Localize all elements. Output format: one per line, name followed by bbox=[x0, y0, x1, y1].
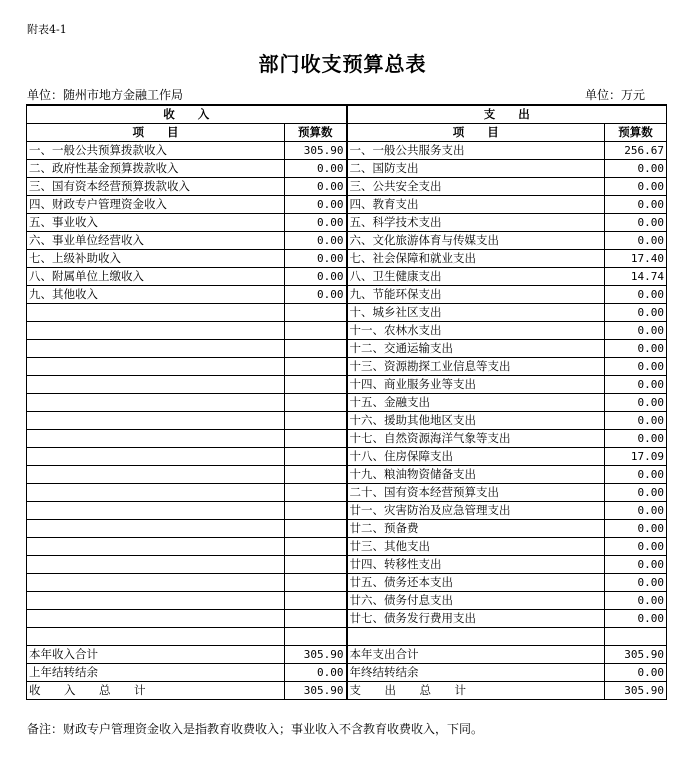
income-amount: 0.00 bbox=[285, 214, 347, 232]
table-row bbox=[27, 304, 667, 322]
total-row bbox=[27, 646, 667, 664]
expense-amount: 0.00 bbox=[605, 160, 667, 178]
income-amount bbox=[285, 358, 347, 376]
column-header-row bbox=[27, 124, 667, 142]
income-item bbox=[27, 322, 285, 340]
income-header: 收 入 bbox=[27, 105, 347, 124]
expense-item: 二、国防支出 bbox=[347, 160, 605, 178]
income-amount bbox=[285, 340, 347, 358]
expense-item: 七、社会保障和就业支出 bbox=[347, 250, 605, 268]
table-row bbox=[27, 376, 667, 394]
expense-amount: 0.00 bbox=[605, 214, 667, 232]
expense-item: 廿五、债务还本支出 bbox=[347, 574, 605, 592]
table-row bbox=[27, 196, 667, 214]
expense-item: 二十、国有资本经营预算支出 bbox=[347, 484, 605, 502]
income-item bbox=[27, 448, 285, 466]
income-item: 七、上级补助收入 bbox=[27, 250, 285, 268]
expense-item: 十八、住房保障支出 bbox=[347, 448, 605, 466]
expense-amount: 0.00 bbox=[605, 574, 667, 592]
expense-header: 支 出 bbox=[347, 105, 667, 124]
income-amount: 0.00 bbox=[285, 286, 347, 304]
section-header-row bbox=[27, 105, 667, 124]
income-item bbox=[27, 556, 285, 574]
income-amount bbox=[285, 376, 347, 394]
expense-item: 一、一般公共服务支出 bbox=[347, 142, 605, 160]
expense-item: 十七、自然资源海洋气象等支出 bbox=[347, 430, 605, 448]
expense-total-label: 本年支出合计 bbox=[347, 646, 605, 664]
expense-item: 十、城乡社区支出 bbox=[347, 304, 605, 322]
table-row bbox=[27, 178, 667, 196]
income-item bbox=[27, 304, 285, 322]
income-amount bbox=[285, 502, 347, 520]
expense-amount: 0.00 bbox=[605, 484, 667, 502]
total-row bbox=[27, 664, 667, 682]
income-amount: 0.00 bbox=[285, 268, 347, 286]
page-title: 部门收支预算总表 bbox=[258, 52, 427, 76]
income-amount: 0.00 bbox=[285, 160, 347, 178]
table-row bbox=[27, 538, 667, 556]
expense-item: 十五、金融支出 bbox=[347, 394, 605, 412]
expense-item: 廿六、债务付息支出 bbox=[347, 592, 605, 610]
expense-item: 十三、资源勘探工业信息等支出 bbox=[347, 358, 605, 376]
expense-item: 五、科学技术支出 bbox=[347, 214, 605, 232]
unit-currency: 单位：万元 bbox=[584, 88, 645, 102]
income-amount bbox=[285, 592, 347, 610]
income-amount: 305.90 bbox=[285, 142, 347, 160]
expense-amount: 0.00 bbox=[605, 502, 667, 520]
income-total-label: 上年结转结余 bbox=[27, 664, 285, 682]
table-row bbox=[27, 484, 667, 502]
income-item bbox=[27, 502, 285, 520]
income-amount bbox=[285, 574, 347, 592]
income-item: 一、一般公共预算拨款收入 bbox=[27, 142, 285, 160]
expense-item: 十四、商业服务业等支出 bbox=[347, 376, 605, 394]
expense-item: 十一、农林水支出 bbox=[347, 322, 605, 340]
income-amount bbox=[285, 394, 347, 412]
income-total-label: 收 入 总 计 bbox=[27, 682, 285, 700]
table-row bbox=[27, 592, 667, 610]
expense-item: 六、文化旅游体育与传媒支出 bbox=[347, 232, 605, 250]
table-row bbox=[27, 448, 667, 466]
income-item bbox=[27, 466, 285, 484]
table-row bbox=[27, 340, 667, 358]
income-amount bbox=[285, 538, 347, 556]
income-total-amount: 305.90 bbox=[285, 682, 347, 700]
expense-amount: 0.00 bbox=[605, 430, 667, 448]
expense-item: 廿一、灾害防治及应急管理支出 bbox=[347, 502, 605, 520]
table-row bbox=[27, 232, 667, 250]
income-item: 四、财政专户管理资金收入 bbox=[27, 196, 285, 214]
table-row bbox=[27, 394, 667, 412]
income-amount bbox=[285, 412, 347, 430]
budget-table bbox=[26, 104, 667, 700]
expense-amount: 0.00 bbox=[605, 376, 667, 394]
blank-cell bbox=[27, 628, 285, 646]
expense-amount: 0.00 bbox=[605, 322, 667, 340]
table-row bbox=[27, 574, 667, 592]
expense-amount: 0.00 bbox=[605, 592, 667, 610]
income-total-label: 本年收入合计 bbox=[27, 646, 285, 664]
blank-cell bbox=[347, 628, 605, 646]
table-number: 附表4-1 bbox=[27, 23, 67, 36]
income-item: 五、事业收入 bbox=[27, 214, 285, 232]
income-amount bbox=[285, 610, 347, 628]
expense-item: 三、公共安全支出 bbox=[347, 178, 605, 196]
income-amount bbox=[285, 322, 347, 340]
table-row bbox=[27, 268, 667, 286]
expense-total-label: 年终结转结余 bbox=[347, 664, 605, 682]
expense-total-amount: 305.90 bbox=[605, 682, 667, 700]
total-row bbox=[27, 682, 667, 700]
income-item bbox=[27, 538, 285, 556]
expense-amount: 256.67 bbox=[605, 142, 667, 160]
income-amount bbox=[285, 520, 347, 538]
income-item bbox=[27, 430, 285, 448]
expense-amount: 0.00 bbox=[605, 556, 667, 574]
income-amount bbox=[285, 484, 347, 502]
income-item bbox=[27, 358, 285, 376]
expense-item: 四、教育支出 bbox=[347, 196, 605, 214]
expense-amount: 0.00 bbox=[605, 394, 667, 412]
income-amount-header: 预算数 bbox=[285, 124, 347, 142]
expense-item: 十二、交通运输支出 bbox=[347, 340, 605, 358]
expense-amount: 0.00 bbox=[605, 304, 667, 322]
table-row bbox=[27, 286, 667, 304]
expense-amount: 0.00 bbox=[605, 610, 667, 628]
expense-item: 十六、援助其他地区支出 bbox=[347, 412, 605, 430]
expense-item: 九、节能环保支出 bbox=[347, 286, 605, 304]
blank-row bbox=[27, 628, 667, 646]
income-item bbox=[27, 520, 285, 538]
income-total-amount: 0.00 bbox=[285, 664, 347, 682]
income-amount: 0.00 bbox=[285, 178, 347, 196]
income-item: 九、其他收入 bbox=[27, 286, 285, 304]
blank-cell bbox=[285, 628, 347, 646]
income-item: 六、事业单位经营收入 bbox=[27, 232, 285, 250]
income-amount bbox=[285, 304, 347, 322]
table-row bbox=[27, 142, 667, 160]
expense-amount: 0.00 bbox=[605, 178, 667, 196]
expense-amount: 0.00 bbox=[605, 466, 667, 484]
income-total-amount: 305.90 bbox=[285, 646, 347, 664]
income-item: 二、政府性基金预算拨款收入 bbox=[27, 160, 285, 178]
table-row bbox=[27, 322, 667, 340]
income-amount bbox=[285, 556, 347, 574]
expense-amount: 0.00 bbox=[605, 340, 667, 358]
table-row bbox=[27, 502, 667, 520]
expense-amount: 0.00 bbox=[605, 358, 667, 376]
expense-item: 十九、粮油物资储备支出 bbox=[347, 466, 605, 484]
expense-amount: 14.74 bbox=[605, 268, 667, 286]
income-amount: 0.00 bbox=[285, 196, 347, 214]
income-amount: 0.00 bbox=[285, 232, 347, 250]
income-item bbox=[27, 574, 285, 592]
expense-amount: 17.40 bbox=[605, 250, 667, 268]
table-row bbox=[27, 556, 667, 574]
expense-item: 廿四、转移性支出 bbox=[347, 556, 605, 574]
income-item bbox=[27, 610, 285, 628]
footnote: 备注：财政专户管理资金收入是指教育收费收入；事业收入不含教育收费收入，下同。 bbox=[27, 722, 484, 736]
table-row bbox=[27, 250, 667, 268]
table-row bbox=[27, 610, 667, 628]
income-amount bbox=[285, 430, 347, 448]
expense-amount: 0.00 bbox=[605, 232, 667, 250]
blank-cell bbox=[605, 628, 667, 646]
income-amount bbox=[285, 448, 347, 466]
income-item bbox=[27, 592, 285, 610]
income-item bbox=[27, 394, 285, 412]
income-item-header: 项 目 bbox=[27, 124, 285, 142]
expense-item: 八、卫生健康支出 bbox=[347, 268, 605, 286]
table-row bbox=[27, 430, 667, 448]
expense-amount-header: 预算数 bbox=[605, 124, 667, 142]
expense-amount: 0.00 bbox=[605, 538, 667, 556]
income-item bbox=[27, 412, 285, 430]
unit-department: 单位：随州市地方金融工作局 bbox=[27, 88, 184, 102]
expense-item-header: 项 目 bbox=[347, 124, 605, 142]
table-row bbox=[27, 214, 667, 232]
income-item: 八、附属单位上缴收入 bbox=[27, 268, 285, 286]
expense-item: 廿二、预备费 bbox=[347, 520, 605, 538]
table-row bbox=[27, 358, 667, 376]
income-item bbox=[27, 376, 285, 394]
table-row bbox=[27, 520, 667, 538]
expense-amount: 0.00 bbox=[605, 412, 667, 430]
expense-item: 廿七、债务发行费用支出 bbox=[347, 610, 605, 628]
expense-amount: 17.09 bbox=[605, 448, 667, 466]
income-item: 三、国有资本经营预算拨款收入 bbox=[27, 178, 285, 196]
table-row bbox=[27, 466, 667, 484]
table-row bbox=[27, 160, 667, 178]
expense-amount: 0.00 bbox=[605, 286, 667, 304]
expense-amount: 0.00 bbox=[605, 520, 667, 538]
expense-item: 廿三、其他支出 bbox=[347, 538, 605, 556]
expense-total-amount: 0.00 bbox=[605, 664, 667, 682]
expense-total-amount: 305.90 bbox=[605, 646, 667, 664]
income-amount: 0.00 bbox=[285, 250, 347, 268]
table-row bbox=[27, 412, 667, 430]
income-amount bbox=[285, 466, 347, 484]
expense-total-label: 支 出 总 计 bbox=[347, 682, 605, 700]
income-item bbox=[27, 340, 285, 358]
expense-amount: 0.00 bbox=[605, 196, 667, 214]
income-item bbox=[27, 484, 285, 502]
